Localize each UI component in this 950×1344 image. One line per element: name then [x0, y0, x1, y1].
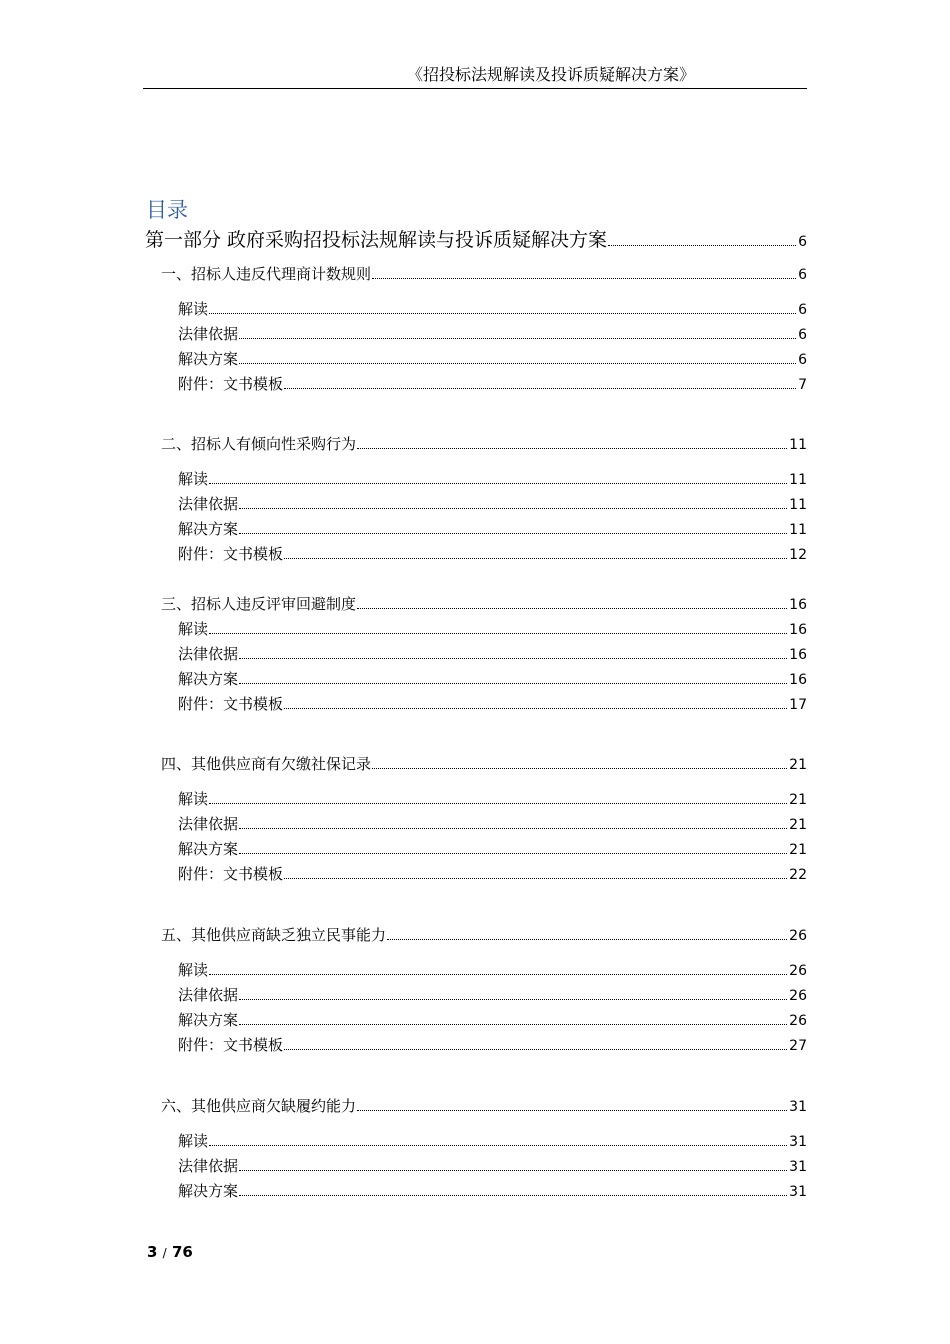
toc-item[interactable]	[178, 838, 807, 859]
toc-item-label: 法律依据	[178, 815, 239, 833]
toc-item-label: 附件：文书模板	[178, 375, 284, 393]
toc-item[interactable]	[178, 813, 807, 834]
dot-leader	[209, 313, 796, 314]
toc-item-label: 附件：文书模板	[178, 1036, 284, 1054]
dot-leader	[284, 708, 787, 709]
toc-section-2[interactable]	[161, 433, 807, 454]
toc-item[interactable]	[178, 1180, 807, 1201]
dot-leader	[284, 558, 787, 559]
dot-leader	[387, 939, 787, 940]
dot-leader	[284, 388, 796, 389]
dot-leader	[239, 1195, 787, 1196]
toc-item[interactable]	[178, 298, 807, 319]
toc-section-1[interactable]	[161, 263, 807, 284]
toc-item[interactable]	[178, 468, 807, 489]
dot-leader	[357, 608, 787, 609]
page-separator: /	[162, 1246, 167, 1260]
toc-item-page: 26	[789, 963, 807, 979]
toc-item[interactable]	[178, 518, 807, 539]
toc-item-page: 31	[789, 1159, 807, 1175]
toc-item-page: 16	[789, 647, 807, 663]
toc-item[interactable]	[178, 1155, 807, 1176]
toc-item-label: 解读	[178, 790, 209, 808]
toc-item-page: 31	[789, 1184, 807, 1200]
toc-section-label: 二、招标人有倾向性采购行为	[161, 435, 357, 453]
dot-leader	[372, 768, 787, 769]
dot-leader	[209, 1145, 787, 1146]
toc-item[interactable]	[178, 1130, 807, 1151]
toc-item-label: 附件：文书模板	[178, 695, 284, 713]
toc-item-page: 17	[789, 697, 807, 713]
toc-item-page: 27	[789, 1038, 807, 1054]
toc-item-label: 解决方案	[178, 520, 239, 538]
toc-section-page: 11	[789, 437, 807, 453]
toc-section-page: 26	[789, 928, 807, 944]
toc-item-page: 11	[789, 522, 807, 538]
toc-part-label: 第一部分 政府采购招投标法规解读与投诉质疑解决方案	[145, 229, 608, 251]
toc-item-page: 6	[798, 327, 807, 343]
dot-leader	[239, 853, 787, 854]
toc-item[interactable]	[178, 618, 807, 639]
toc-section-page: 21	[789, 757, 807, 773]
toc-item-label: 法律依据	[178, 986, 239, 1004]
dot-leader	[239, 658, 787, 659]
toc-item-label: 解决方案	[178, 350, 239, 368]
toc-item[interactable]	[178, 1009, 807, 1030]
toc-section-label: 四、其他供应商有欠缴社保记录	[161, 755, 372, 773]
total-pages: 76	[171, 1243, 193, 1261]
toc-part-page: 6	[798, 234, 807, 250]
page-number-footer	[147, 1243, 193, 1261]
dot-leader	[239, 508, 787, 509]
dot-leader	[239, 683, 787, 684]
toc-item-page: 11	[789, 497, 807, 513]
toc-item-label: 法律依据	[178, 1157, 239, 1175]
toc-section-5[interactable]	[161, 924, 807, 945]
dot-leader	[357, 448, 787, 449]
toc-section-6[interactable]	[161, 1095, 807, 1116]
dot-leader	[608, 245, 796, 246]
toc-item-page: 21	[789, 817, 807, 833]
dot-leader	[239, 828, 787, 829]
toc-item[interactable]	[178, 668, 807, 689]
toc-section-page: 31	[789, 1099, 807, 1115]
dot-leader	[284, 878, 787, 879]
dot-leader	[372, 278, 796, 279]
toc-item[interactable]	[178, 493, 807, 514]
toc-item-label: 解读	[178, 470, 209, 488]
dot-leader	[209, 974, 787, 975]
toc-item-page: 22	[789, 867, 807, 883]
toc-section-label: 一、招标人违反代理商计数规则	[161, 265, 372, 283]
toc-item[interactable]	[178, 693, 807, 714]
toc-section-label: 三、招标人违反评审回避制度	[161, 595, 357, 613]
dot-leader	[239, 533, 787, 534]
toc-item-label: 解读	[178, 620, 209, 638]
toc-item-label: 法律依据	[178, 645, 239, 663]
toc-item-label: 解决方案	[178, 1011, 239, 1029]
toc-part-entry[interactable]	[145, 225, 807, 252]
dot-leader	[284, 1049, 787, 1050]
dot-leader	[209, 633, 787, 634]
toc-item-page: 21	[789, 842, 807, 858]
dot-leader	[357, 1110, 787, 1111]
toc-item[interactable]	[178, 788, 807, 809]
toc-item[interactable]	[178, 984, 807, 1005]
toc-item-page: 11	[789, 472, 807, 488]
toc-item-page: 6	[798, 352, 807, 368]
toc-item[interactable]	[178, 959, 807, 980]
toc-item-page: 26	[789, 1013, 807, 1029]
toc-item-label: 法律依据	[178, 325, 239, 343]
dot-leader	[239, 1170, 787, 1171]
toc-item-label: 法律依据	[178, 495, 239, 513]
toc-item[interactable]	[178, 1034, 807, 1055]
toc-item-page: 7	[798, 377, 807, 393]
toc-item-label: 解读	[178, 300, 209, 318]
toc-heading: 目录	[146, 198, 188, 222]
toc-item[interactable]	[178, 323, 807, 344]
toc-section-label: 五、其他供应商缺乏独立民事能力	[161, 926, 387, 944]
toc-item-page: 16	[789, 672, 807, 688]
toc-item-page: 26	[789, 988, 807, 1004]
toc-section-label: 六、其他供应商欠缺履约能力	[161, 1097, 357, 1115]
toc-item-page: 12	[789, 547, 807, 563]
toc-section-page: 6	[798, 267, 807, 283]
toc-item-label: 附件：文书模板	[178, 865, 284, 883]
dot-leader	[209, 483, 787, 484]
toc-item[interactable]	[178, 543, 807, 564]
toc-section-3[interactable]	[161, 593, 807, 614]
toc-section-page: 16	[789, 597, 807, 613]
toc-item[interactable]	[178, 373, 807, 394]
toc-item-page: 16	[789, 622, 807, 638]
dot-leader	[239, 1024, 787, 1025]
toc-item-label: 解决方案	[178, 670, 239, 688]
header-title: 《招投标法规解读及投诉质疑解决方案》	[406, 65, 695, 84]
dot-leader	[239, 338, 796, 339]
toc-item-label: 附件：文书模板	[178, 545, 284, 563]
current-page: 3	[147, 1243, 158, 1261]
toc-section-4[interactable]	[161, 753, 807, 774]
toc-item-page: 21	[789, 792, 807, 808]
dot-leader	[209, 803, 787, 804]
toc-item-label: 解决方案	[178, 1182, 239, 1200]
page-header	[143, 66, 807, 89]
toc-item-label: 解读	[178, 961, 209, 979]
dot-leader	[239, 999, 787, 1000]
toc-item-page: 31	[789, 1134, 807, 1150]
toc-item-page: 6	[798, 302, 807, 318]
toc-item[interactable]	[178, 348, 807, 369]
toc-item-label: 解读	[178, 1132, 209, 1150]
toc-item[interactable]	[178, 643, 807, 664]
toc-item[interactable]	[178, 863, 807, 884]
toc-item-label: 解决方案	[178, 840, 239, 858]
dot-leader	[239, 363, 796, 364]
